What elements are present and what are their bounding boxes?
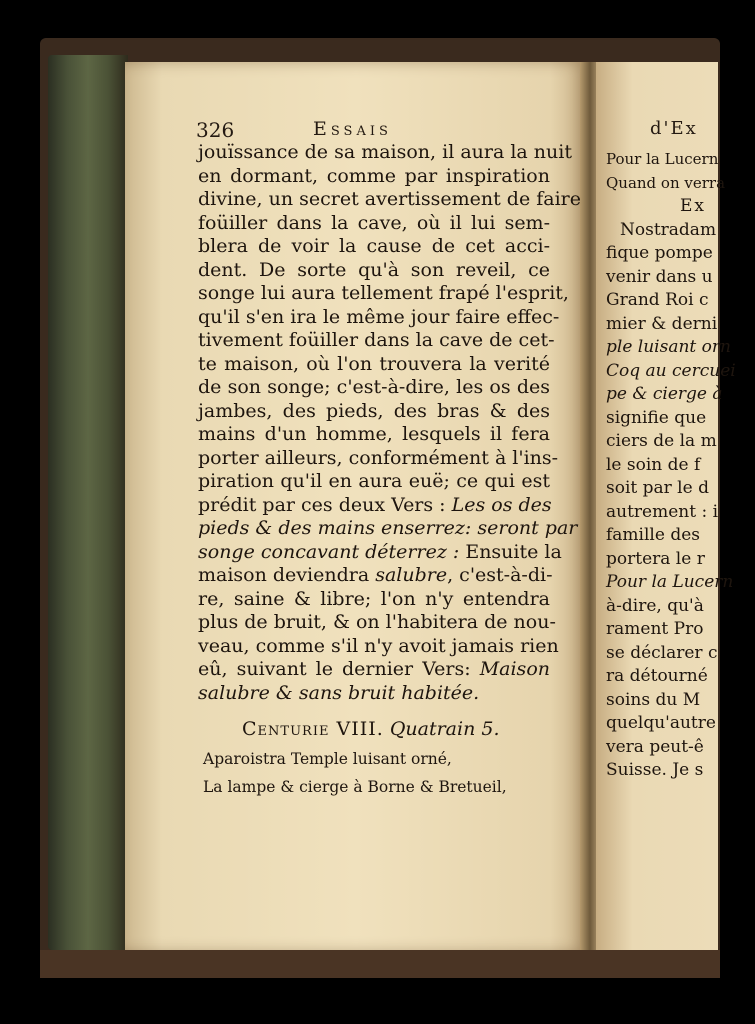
text-line: Coq au cercuei xyxy=(606,360,736,381)
text-line: prédit par ces deux Vers : Les os des xyxy=(198,493,552,516)
quatrain-heading xyxy=(242,718,499,740)
text-line: en dormant, comme par inspiration xyxy=(198,164,550,187)
text-line: soit par le d xyxy=(606,478,709,498)
running-head: Essais xyxy=(313,118,392,140)
text-line: mains d'un homme, lesquels il fera xyxy=(198,423,550,445)
verse-line-1: Aparoistra Temple luisant orné, xyxy=(203,750,452,768)
text-line: mier & derni xyxy=(606,313,718,334)
right-running-head: d'Ex xyxy=(650,118,698,139)
text-line: songe concavant déterrez : Ensuite la xyxy=(198,540,562,563)
right-page-text xyxy=(606,148,736,783)
text-line: ciers de la m xyxy=(606,431,717,451)
text-line: Grand Roi c xyxy=(606,290,709,310)
text-line: rament Pro xyxy=(606,619,704,639)
text-line: pieds & des mains enserrez: seront par xyxy=(198,517,578,539)
page-edges xyxy=(48,55,128,950)
century-label: Centurie VIII. xyxy=(242,718,384,740)
text-line: pe & cierge à xyxy=(606,384,723,404)
text-line: portera le r xyxy=(606,548,705,569)
text-line: fique pompe xyxy=(606,243,713,263)
book-bottom-edge xyxy=(40,950,720,978)
text-line: Ex xyxy=(680,196,706,216)
text-line: eû, suivant le dernier Vers: Maison xyxy=(198,658,550,680)
text-line: de son songe; c'est-à-dire, les os des xyxy=(198,376,550,398)
text-line: foüiller dans la cave, où il lui sem- xyxy=(198,211,550,234)
text-line: venir dans u xyxy=(606,266,713,287)
verse-line-2: La lampe & cierge à Borne & Bretueil, xyxy=(203,778,507,796)
text-line: Pour la Lucern xyxy=(606,572,734,592)
text-line: le soin de f xyxy=(606,454,701,475)
text-line: à-dire, qu'à xyxy=(606,595,704,616)
text-line: te maison, où l'on trouvera la verité xyxy=(198,352,550,375)
text-line: tivement foüiller dans la cave de cet- xyxy=(198,329,555,351)
text-line: famille des xyxy=(606,525,700,545)
text-line: veau, comme s'il n'y avoit jamais rien xyxy=(198,634,559,657)
text-line: soins du M xyxy=(606,689,701,710)
text-line: porter ailleurs, conformément à l'ins- xyxy=(198,446,559,469)
text-line: songe lui aura tellement frapé l'esprit, xyxy=(198,282,569,304)
text-line: jouïssance de sa maison, il aura la nuit xyxy=(198,141,572,163)
text-line: salubre & sans bruit habitée. xyxy=(198,681,480,704)
text-line: dent. De sorte qu'à son reveil, ce xyxy=(198,258,550,281)
text-line: Suisse. Je s xyxy=(606,760,704,780)
text-line: ple luisant orn xyxy=(606,337,731,357)
body-text xyxy=(198,141,581,705)
text-line: Quand on verra xyxy=(606,173,726,192)
text-line: maison deviendra salubre, c'est-à-di- xyxy=(198,564,553,586)
text-line: vera peut-ê xyxy=(606,736,704,757)
text-line: autrement : i xyxy=(606,501,719,522)
text-line: jambes, des pieds, des bras & des xyxy=(198,399,550,422)
text-line: re, saine & libre; l'on n'y entendra xyxy=(198,587,550,610)
quatrain-label: Quatrain 5. xyxy=(389,718,500,740)
text-line: ra détourné xyxy=(606,666,708,686)
text-line: blera de voir la cause de cet acci- xyxy=(198,235,550,257)
text-line: se déclarer c xyxy=(606,642,718,663)
text-line: divine, un secret avertissement de faire xyxy=(198,188,581,210)
text-line: qu'il s'en ira le même jour faire effec- xyxy=(198,305,560,328)
page-number: 326 xyxy=(196,118,235,142)
text-line: signifie que xyxy=(606,407,707,428)
text-line: piration qu'il en aura euë; ce qui est xyxy=(198,470,550,492)
text-line: Nostradam xyxy=(620,219,717,240)
text-line: plus de bruit, & on l'habitera de nou- xyxy=(198,611,556,633)
text-line: Pour la Lucern xyxy=(606,150,719,168)
text-line: quelqu'autre xyxy=(606,713,716,733)
